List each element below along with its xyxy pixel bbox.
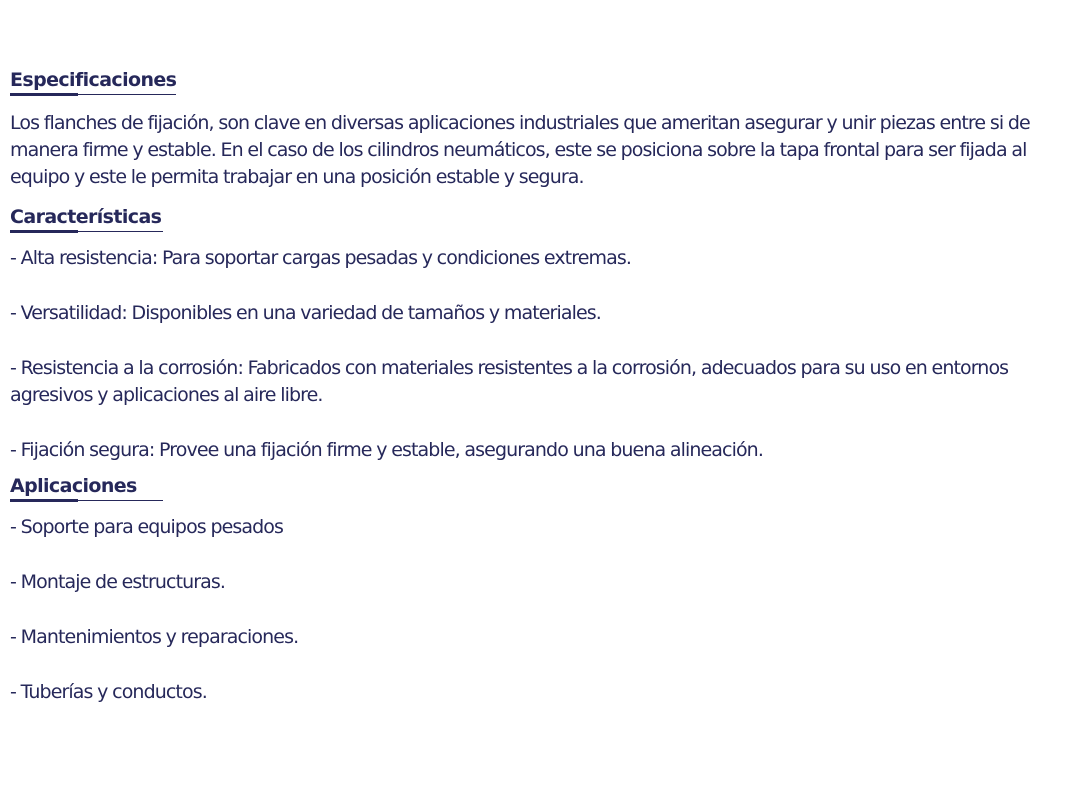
caracteristica-item: - Resistencia a la corrosión: Fabricados con materiales resistentes a la corrosión, adecuados para su uso en entornos agresivos y aplicaciones al aire libre. [10,357,1009,406]
section-title-especificaciones: Especificaciones [10,68,176,95]
caracteristica-item: - Versatilidad: Disponibles en una variedad de tamaños y materiales. [10,302,601,324]
aplicacion-item: - Montaje de estructuras. [10,571,226,593]
aplicacion-item: - Mantenimientos y reparaciones. [10,626,299,648]
aplicacion-item: - Soporte para equipos pesados [10,516,284,538]
aplicacion-item: - Tuberías y conductos. [10,681,207,703]
section-title-aplicaciones: Aplicaciones [10,474,163,501]
section-title-caracteristicas: Características [10,205,163,232]
product-description [10,68,1076,706]
caracteristica-item: - Fijación segura: Provee una fijación firme y estable, asegurando una buena alineación. [10,439,763,461]
especificaciones-text: Los flanches de fijación, son clave en diversas aplicaciones industriales que ameritan asegurar y unir piezas entre si de manera firme y estable. En el caso de los cilindros neumáticos, este se posiciona sobre la tapa frontal para ser fijada al equipo y este le permita trabajar en una posición estable y segura. [10,112,1030,188]
caracteristica-item: - Alta resistencia: Para soportar cargas pesadas y condiciones extremas. [10,247,631,269]
